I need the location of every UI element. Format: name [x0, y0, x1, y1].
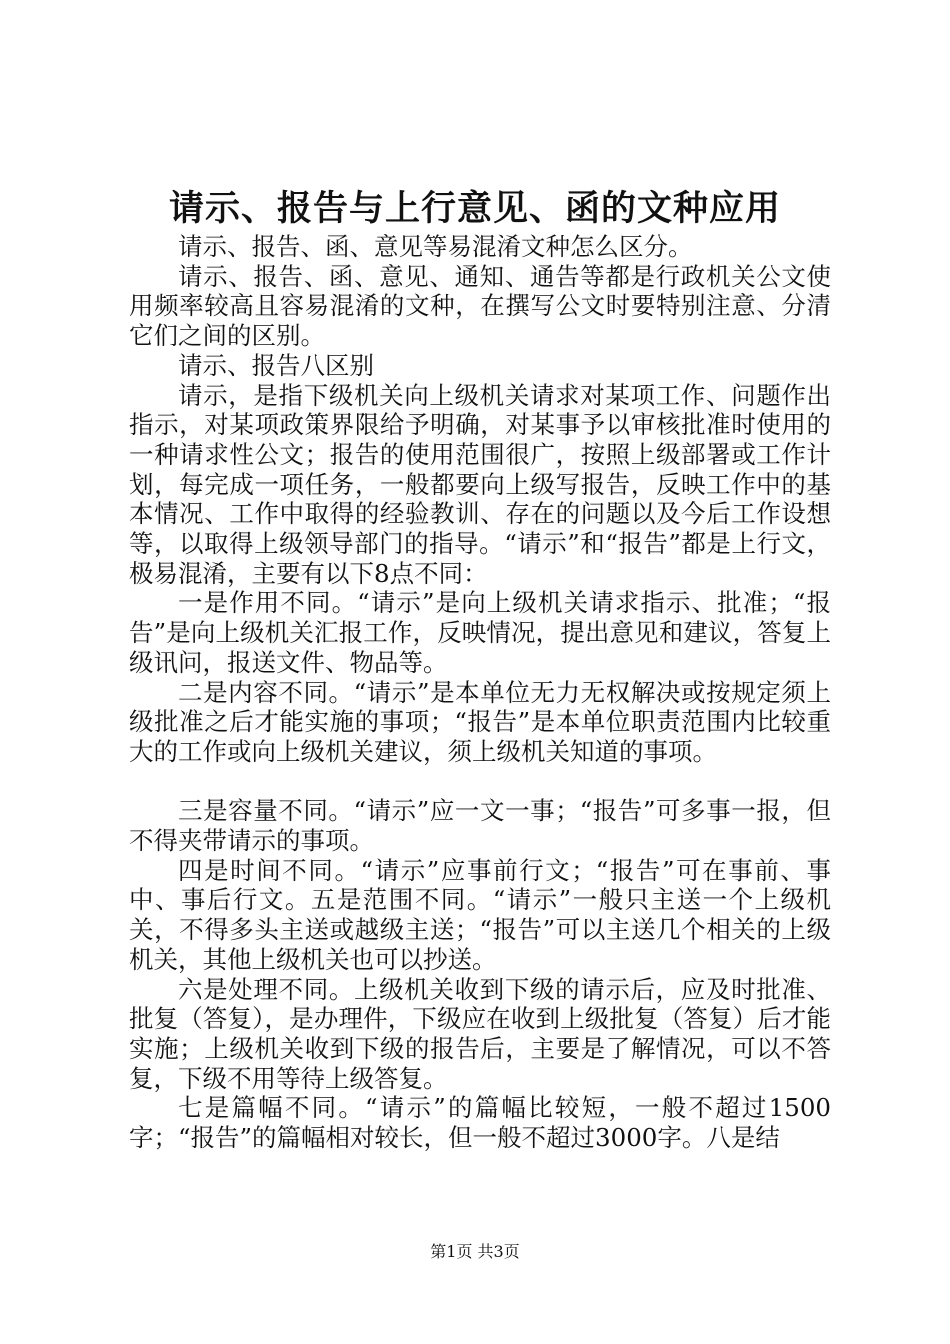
document-body: [129, 232, 831, 1153]
paragraph-point-1: 一是作用不同。“请示”是向上级机关请求指示、批准；“报告”是向上级机关汇报工作，反映情况，提出意见和建议，答复上级讯问，报送文件、物品等。: [129, 588, 831, 677]
paragraph-point-7-8: 七是篇幅不同。“请示”的篇幅比较短，一般不超过1500字；“报告”的篇幅相对较长，但一般不超过3000字。八是结: [129, 1093, 831, 1153]
paragraph-definition: 请示，是指下级机关向上级机关请求对某项工作、问题作出指示，对某项政策界限给予明确，对某事予以审核批准时使用的一种请求性公文；报告的使用范围很广，按照上级部署或工作计划，每完成一项任务，一般都要向上级写报告，反映工作中的基本情况、工作中取得的经验教训、存在的问题以及今后工作设想等，以取得上级领导部门的指导。“请示”和“报告”都是上行文，极易混淆，主要有以下8点不同：: [129, 380, 831, 588]
page-number-footer: 第1页 共3页: [430, 1242, 520, 1261]
document-title: 请示、报告与上行意见、函的文种应用: [168, 188, 781, 229]
paragraph-intro: 请示、报告、函、意见等易混淆文种怎么区分。: [178, 232, 693, 261]
section-heading: 请示、报告八区别: [178, 350, 374, 380]
paragraph-point-4-5: 四是时间不同。“请示”应事前行文；“报告”可在事前、事中、事后行文。五是范围不同。“请示”一般只主送一个上级机关，不得多头主送或越级主送；“报告”可以主送几个相关的上级机关，其他上级机关也可以抄送。: [129, 855, 831, 974]
paragraph-overview: 请示、报告、函、意见、通知、通告等都是行政机关公文使用频率较高且容易混淆的文种，在撰写公文时要特别注意、分清它们之间的区别。: [129, 261, 831, 351]
paragraph-point-3: 三是容量不同。“请示”应一文一事；“报告”可多事一报，但不得夹带请示的事项。: [129, 796, 831, 856]
paragraph-point-2: 二是内容不同。“请示”是本单位无力无权解决或按规定须上级批准之后才能实施的事项；“报告”是本单位职责范围内比较重大的工作或向上级机关建议，须上级机关知道的事项。: [129, 677, 831, 766]
paragraph-point-6: 六是处理不同。上级机关收到下级的请示后，应及时批准、批复（答复），是办理件，下级应在收到上级批复（答复）后才能实施；上级机关收到下级的报告后，主要是了解情况，可以不答复，下级不用等待上级答复。: [129, 974, 831, 1093]
